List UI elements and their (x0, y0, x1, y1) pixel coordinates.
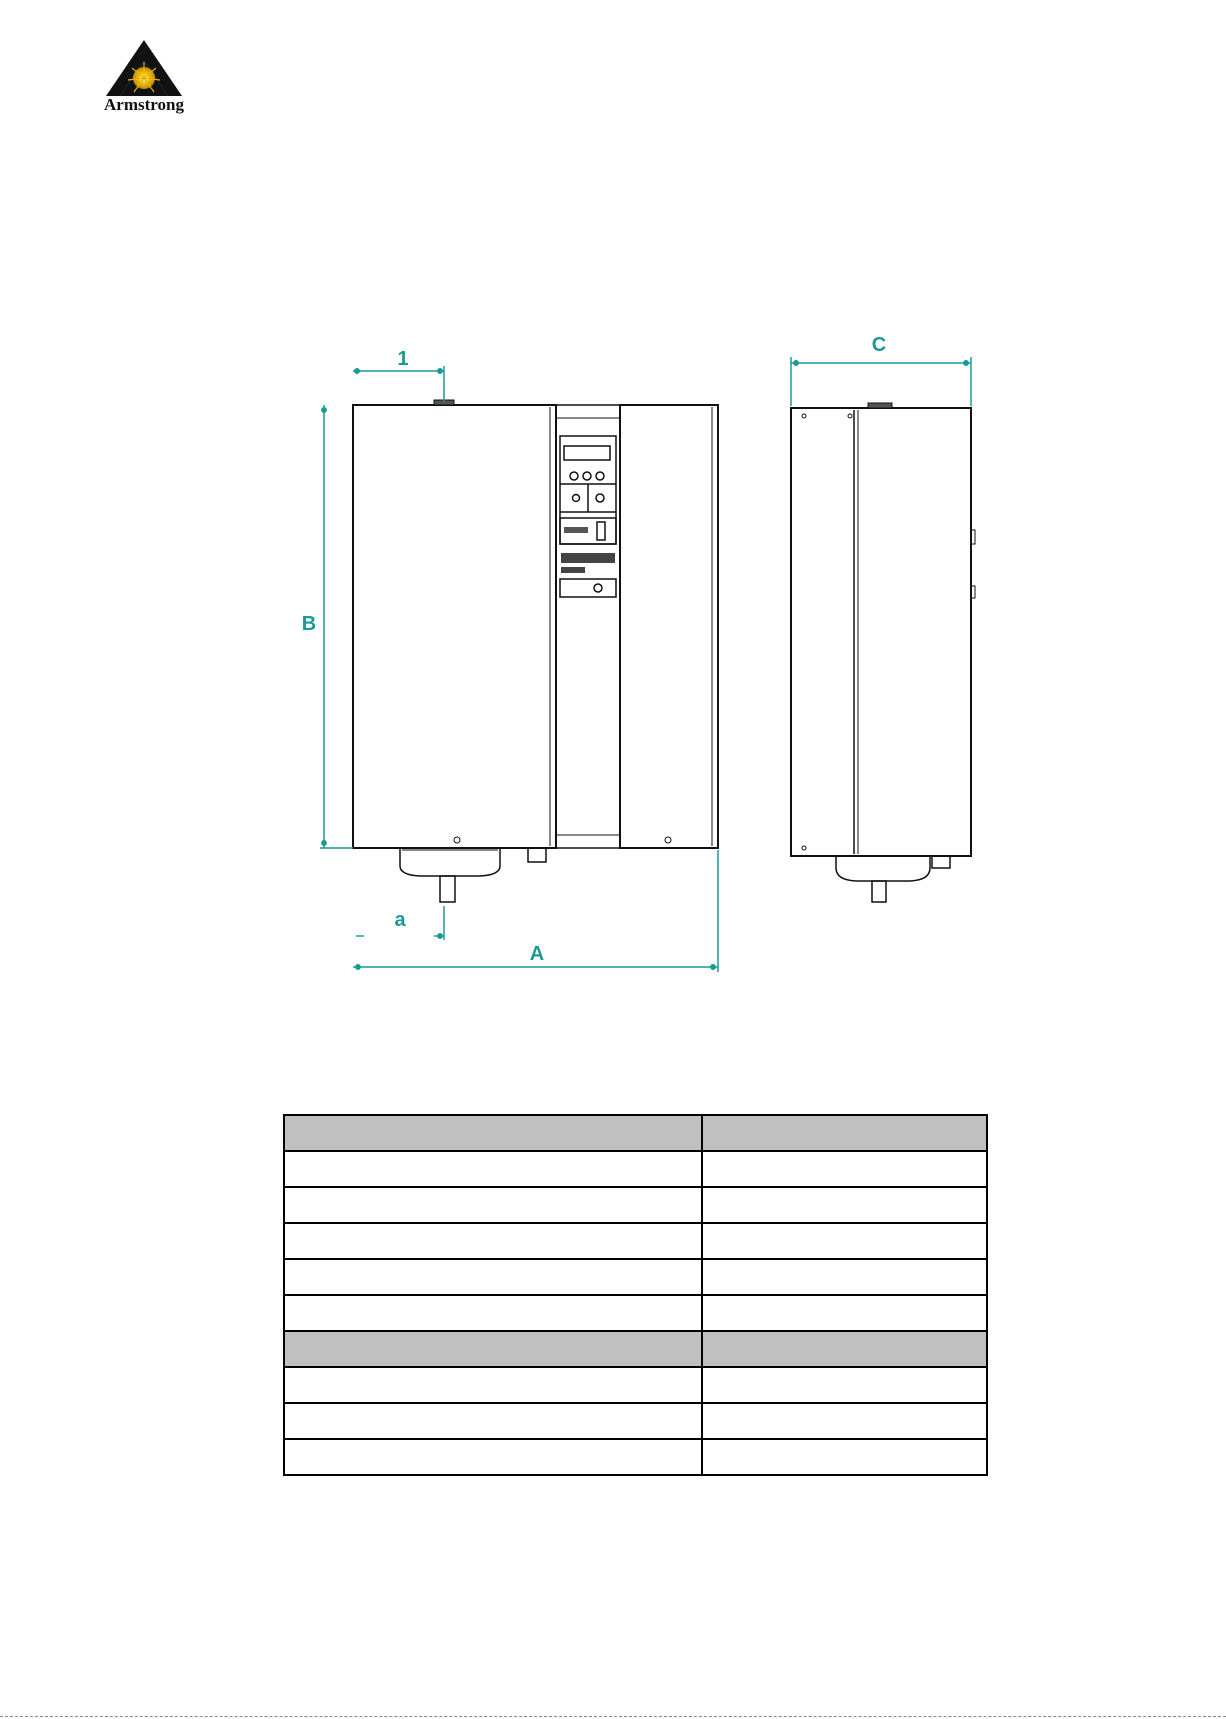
table-row (284, 1403, 987, 1439)
table-cell (284, 1259, 702, 1295)
table-row (284, 1223, 987, 1259)
logo-wordmark: Armstrong (104, 95, 184, 114)
table-cell (702, 1295, 987, 1331)
table-row (284, 1187, 987, 1223)
table-cell (284, 1223, 702, 1259)
dim-label-1: 1 (397, 348, 409, 370)
dim-label-a-upper: A (529, 943, 545, 965)
dim-label-b: B (301, 613, 317, 635)
front-view (353, 400, 718, 902)
front-right-panel (620, 405, 718, 848)
display-screen (564, 446, 610, 460)
side-view (791, 403, 975, 902)
table-row (284, 1439, 987, 1475)
table-cell (284, 1331, 702, 1367)
table-cell (284, 1367, 702, 1403)
dimension-lines (320, 357, 971, 972)
dim-label-a-lower: a (394, 909, 406, 931)
table-header-row (284, 1115, 987, 1151)
page-footer-divider (0, 1716, 1226, 1717)
table-cell (284, 1439, 702, 1475)
control-panel (560, 436, 616, 597)
specification-table (283, 1114, 988, 1476)
power-switch (597, 522, 605, 540)
table-cell (702, 1403, 987, 1439)
table-cell (702, 1187, 987, 1223)
table-cell (284, 1151, 702, 1187)
table-row (284, 1295, 987, 1331)
side-body (791, 408, 971, 856)
table-cell (702, 1439, 987, 1475)
table-cell (702, 1367, 987, 1403)
table-cell (284, 1187, 702, 1223)
table-header-row (284, 1331, 987, 1367)
table-cell (702, 1259, 987, 1295)
table-row (284, 1367, 987, 1403)
table-cell (284, 1295, 702, 1331)
dim-label-c: C (871, 334, 887, 356)
table-cell (284, 1403, 702, 1439)
table-cell (284, 1115, 702, 1151)
table-cell (702, 1331, 987, 1367)
table-row (284, 1151, 987, 1187)
table-cell (702, 1223, 987, 1259)
front-left-panel (353, 405, 556, 848)
table-cell (702, 1151, 987, 1187)
table-row (284, 1259, 987, 1295)
table-cell (702, 1115, 987, 1151)
